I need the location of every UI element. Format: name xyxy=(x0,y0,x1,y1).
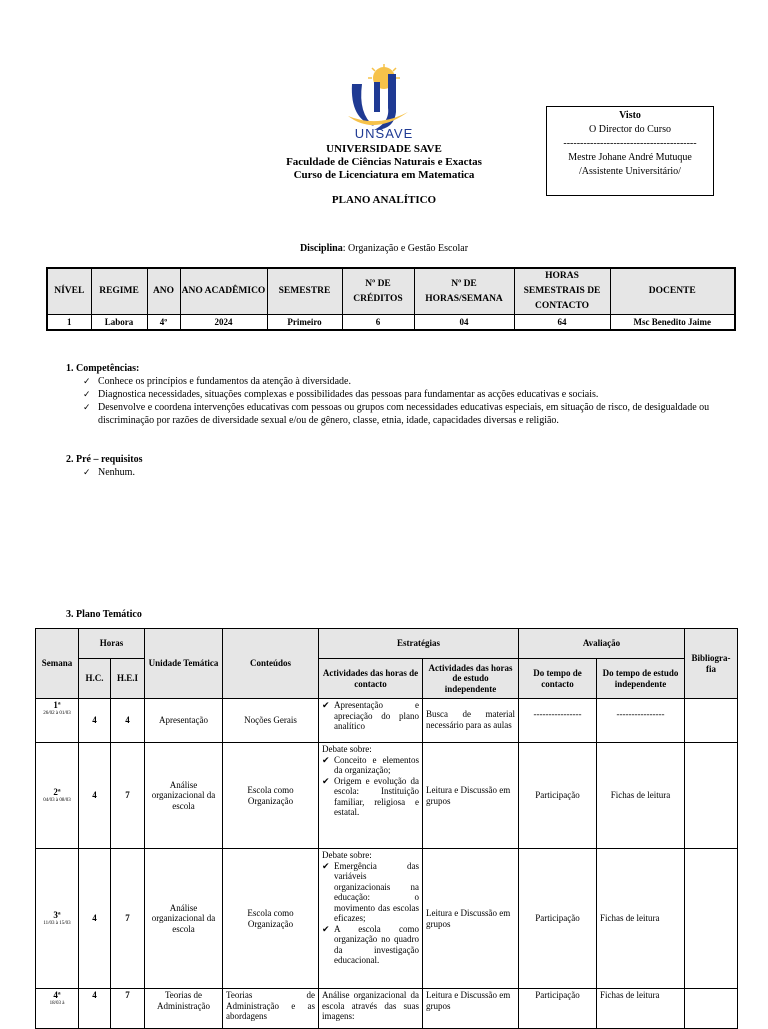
header-cell: NÍVEL xyxy=(47,268,91,315)
bibliografia-cell xyxy=(685,699,738,743)
header-cell: Estratégias xyxy=(319,629,519,659)
list-item: ✔ Conceito e elementos da organização; xyxy=(334,755,419,776)
actividades-contacto-cell xyxy=(319,699,423,743)
actividades-contacto-cell xyxy=(319,849,423,989)
hei-cell: 7 xyxy=(111,849,145,989)
avaliacao-independente-cell: Fichas de leitura xyxy=(597,989,685,1029)
semana-number: 1ª xyxy=(53,700,61,710)
avaliacao-independente-cell: ---------------- xyxy=(597,699,685,743)
visto-role: O Director do Curso xyxy=(589,124,671,135)
value-cell: Primeiro xyxy=(267,315,342,331)
logo-text: UNSAVE xyxy=(354,126,414,141)
value-cell: 1 xyxy=(47,315,91,331)
semana-dates: 26/02 à 01/03 xyxy=(43,710,71,716)
list-item: ✔ Emergência das variáveis organizacionais na educação: o movimento das escolas eficazes; xyxy=(334,861,419,924)
avaliacao-contacto-cell: Participação xyxy=(519,989,597,1029)
header-cell: ANO ACADÊMICO xyxy=(180,268,267,315)
header-cell: HORAS SEMESTRAIS DE CONTACTO xyxy=(514,268,610,315)
value-cell: 04 xyxy=(414,315,514,331)
value-cell: 64 xyxy=(514,315,610,331)
bibliografia-cell xyxy=(685,989,738,1029)
list-item: ✔ Origem e evolução da escola: Instituição familiar, religiosa e estatal. xyxy=(334,776,419,818)
semana-number: 4ª xyxy=(53,990,61,1000)
actividades-independente-cell: Leitura e Discussão em grupos xyxy=(423,743,519,849)
header-cell: H.E.I xyxy=(111,659,145,699)
conteudos-cell: Teorias de Administração e as abordagens xyxy=(223,989,319,1029)
plan-header-row xyxy=(36,629,738,659)
semana-cell xyxy=(36,849,79,989)
disciplina-line xyxy=(184,243,584,254)
section-title: 2. Pré – requisitos xyxy=(66,454,143,465)
avaliacao-contacto-cell: Participação xyxy=(519,849,597,989)
debate-intro: Debate sobre: xyxy=(322,850,372,860)
disciplina-value: : Organização e Gestão Escolar xyxy=(342,243,469,254)
header-cell: Avaliação xyxy=(519,629,685,659)
value-cell: 6 xyxy=(342,315,414,331)
list-item: ✓ Conhece os princípios e fundamentos da atenção à diversidade. xyxy=(98,375,716,388)
header-cell: Do tempo de estudo independente xyxy=(597,659,685,699)
course-name: Curso de Licenciatura em Matematica xyxy=(293,169,475,181)
visto-position: /Assistente Universitário/ xyxy=(579,166,681,177)
avaliacao-independente-cell: Fichas de leitura xyxy=(597,849,685,989)
semana-cell xyxy=(36,989,79,1029)
faculty-name: Faculdade de Ciências Naturais e Exactas xyxy=(286,156,482,168)
visto-signature-line: ---------------------------------------- xyxy=(563,138,697,149)
avaliacao-independente-cell: Fichas de leitura xyxy=(597,743,685,849)
conteudos-cell: Escola como Organização xyxy=(223,743,319,849)
competencias-list xyxy=(66,375,716,427)
header-cell: Horas xyxy=(79,629,145,659)
semana-dates: 04/03 à 08/03 xyxy=(43,797,71,803)
value-cell: 2024 xyxy=(180,315,267,331)
list-item: ✓ Nenhum. xyxy=(98,466,716,479)
prerequisitos-list xyxy=(66,466,716,479)
list-item: ✔ A escola como organização no quadro da investigação educacional. xyxy=(334,924,419,966)
header-cell: Nº DE CRÉDITOS xyxy=(342,268,414,315)
header-cell: Unidade Temática xyxy=(145,629,223,699)
table-row xyxy=(36,989,738,1029)
unidade-cell: Análise organizacional da escola xyxy=(145,743,223,849)
debate-intro: Debate sobre: xyxy=(322,744,372,754)
plan-tematico-table xyxy=(35,628,738,1029)
header-cell: SEMESTRE xyxy=(267,268,342,315)
disciplina-label: Disciplina xyxy=(299,243,343,254)
section-title: 3. Plano Temático xyxy=(66,609,142,620)
header-cell: DOCENTE xyxy=(610,268,735,315)
bibliografia-cell xyxy=(685,849,738,989)
semana-dates: 18/03 à xyxy=(49,1000,65,1006)
actividades-contacto-cell: Análise organizacional da escola através das suas imagens: xyxy=(319,989,423,1029)
hc-cell: 4 xyxy=(79,699,111,743)
hei-cell: 4 xyxy=(111,699,145,743)
header-cell: Actividades das horas de estudo independente xyxy=(423,659,519,699)
unidade-cell: Apresentação xyxy=(145,699,223,743)
value-cell: 4º xyxy=(147,315,180,331)
plan-subheader-row xyxy=(36,659,738,699)
prerequisitos-section xyxy=(66,453,716,479)
value-cell: Labora xyxy=(91,315,147,331)
list-item: ✓ Diagnostica necessidades, situações complexas e possibilidades das pessoas para fundamentar as acções educativas e sociais. xyxy=(98,388,716,401)
semana-number: 2ª xyxy=(53,787,61,798)
hc-cell: 4 xyxy=(79,989,111,1029)
course-info-table xyxy=(46,267,736,331)
header-cell: H.C. xyxy=(79,659,111,699)
course-info-header-row xyxy=(47,268,735,315)
actividades-independente-cell: Leitura e Discussão em grupos xyxy=(423,849,519,989)
header-cell: REGIME xyxy=(91,268,147,315)
semana-cell xyxy=(36,743,79,849)
header-cell: Actividades das horas de contacto xyxy=(319,659,423,699)
bibliografia-cell xyxy=(685,743,738,849)
section-title: 1. Competências: xyxy=(66,363,140,374)
actividades-contacto-cell xyxy=(319,743,423,849)
hc-cell: 4 xyxy=(79,743,111,849)
unidade-cell: Análise organizacional da escola xyxy=(145,849,223,989)
course-info-value-row xyxy=(47,315,735,331)
actividades-independente-cell: Busca de material necessário para as aulas xyxy=(423,699,519,743)
university-name: UNIVERSIDADE SAVE xyxy=(326,143,442,155)
competencias-section xyxy=(66,362,716,427)
list-item: ✓ Desenvolve e coordena intervenções educativas com pessoas ou grupos com necessidades educativas especiais, em situação de risco, de desigualdade ou discriminação por razões de diversidade sexual e/ou de gênero, classe, etnia, idade, capacidades diversas e religião. xyxy=(98,401,716,427)
table-row xyxy=(36,743,738,849)
header-cell: Nº DE HORAS/SEMANA xyxy=(414,268,514,315)
table-row xyxy=(36,849,738,989)
actividades-independente-cell: Leitura e Discussão em grupos xyxy=(423,989,519,1029)
hei-cell: 7 xyxy=(111,743,145,849)
value-cell: Msc Benedito Jaime xyxy=(610,315,735,331)
conteudos-cell: Noções Gerais xyxy=(223,699,319,743)
list-item: ✔ Apresentação e apreciação do plano analítico xyxy=(334,700,419,732)
header-cell: Bibliogra-fia xyxy=(685,629,738,699)
semana-dates: 11/03 à 15/03 xyxy=(43,920,71,926)
avaliacao-contacto-cell: Participação xyxy=(519,743,597,849)
header-cell: Semana xyxy=(36,629,79,699)
hei-cell: 7 xyxy=(111,989,145,1029)
visto-box xyxy=(546,106,714,196)
header-cell: Conteúdos xyxy=(223,629,319,699)
conteudos-cell: Escola como Organização xyxy=(223,849,319,989)
visto-title: Visto xyxy=(619,110,641,121)
document-title: PLANO ANALÍTICO xyxy=(331,194,437,206)
semana-number: 3ª xyxy=(53,910,61,921)
avaliacao-contacto-cell: ---------------- xyxy=(519,699,597,743)
header-cell: ANO xyxy=(147,268,180,315)
hc-cell: 4 xyxy=(79,849,111,989)
table-row xyxy=(36,699,738,743)
semana-cell xyxy=(36,699,79,743)
unidade-cell: Teorias de Administração xyxy=(145,989,223,1029)
visto-name: Mestre Johane André Mutuque xyxy=(568,152,692,163)
header-cell: Do tempo de contacto xyxy=(519,659,597,699)
